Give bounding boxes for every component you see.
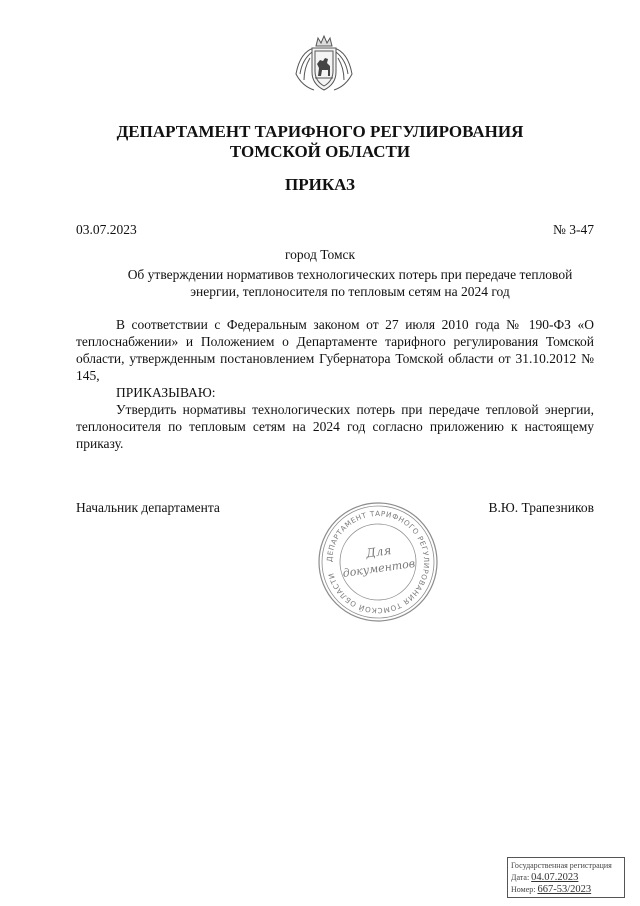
subject-line1: Об утверждении нормативов технологических потерь при передаче тепловой (127, 267, 573, 282)
preamble-paragraph: В соответствии с Федеральным законом от 27 июля 2010 года № 190-ФЗ «О теплоснабжении» и Положением о Департаменте тарифного регулирования Томской области, утвержденным постановлением Губернатора Томской области от 31.10.2012 № 145, (76, 317, 594, 383)
registration-number-row (511, 884, 621, 896)
stamp-center-line2: документов (341, 556, 416, 580)
stamp-ring-text: ДЕПАРТАМЕНТ ТАРИФНОГО РЕГУЛИРОВАНИЯ ТОМСКОЙ ОБЛАСТИ (324, 508, 432, 616)
document-number: № 3-47 (552, 222, 594, 237)
registration-date-label: Дата: (511, 873, 530, 882)
department-name-line1: ДЕПАРТАМЕНТ ТАРИФНОГО РЕГУЛИРОВАНИЯ (116, 122, 524, 141)
registration-box (507, 857, 625, 898)
subject-line2: энергии, теплоносителя по тепловым сетям на 2024 год (190, 284, 510, 299)
registration-date-row (511, 872, 621, 884)
registration-date-value: 04.07.2023 (531, 872, 579, 883)
signatory-position: Начальник департамента (76, 500, 220, 515)
order-word: ПРИКАЗЫВАЮ: (116, 385, 216, 400)
stamp-center-line1: Для (365, 543, 393, 561)
department-name-line2: ТОМСКОЙ ОБЛАСТИ (229, 142, 411, 161)
registration-number-value: 667-53/2023 (537, 884, 592, 895)
order-paragraph: Утвердить нормативы технологических потерь при передаче тепловой энергии, теплоносителя по тепловым сетям на 2024 год согласно приложению к настоящему приказу. (76, 402, 594, 451)
coat-of-arms-emblem (292, 34, 356, 96)
official-stamp (316, 500, 440, 624)
document-date: 03.07.2023 (76, 222, 137, 237)
document-type-title: ПРИКАЗ (285, 175, 355, 194)
registration-title: Государственная регистрация (511, 861, 612, 870)
document-city: город Томск (284, 247, 356, 262)
signatory-name: В.Ю. Трапезников (488, 500, 594, 515)
registration-number-label: Номер: (511, 885, 536, 894)
